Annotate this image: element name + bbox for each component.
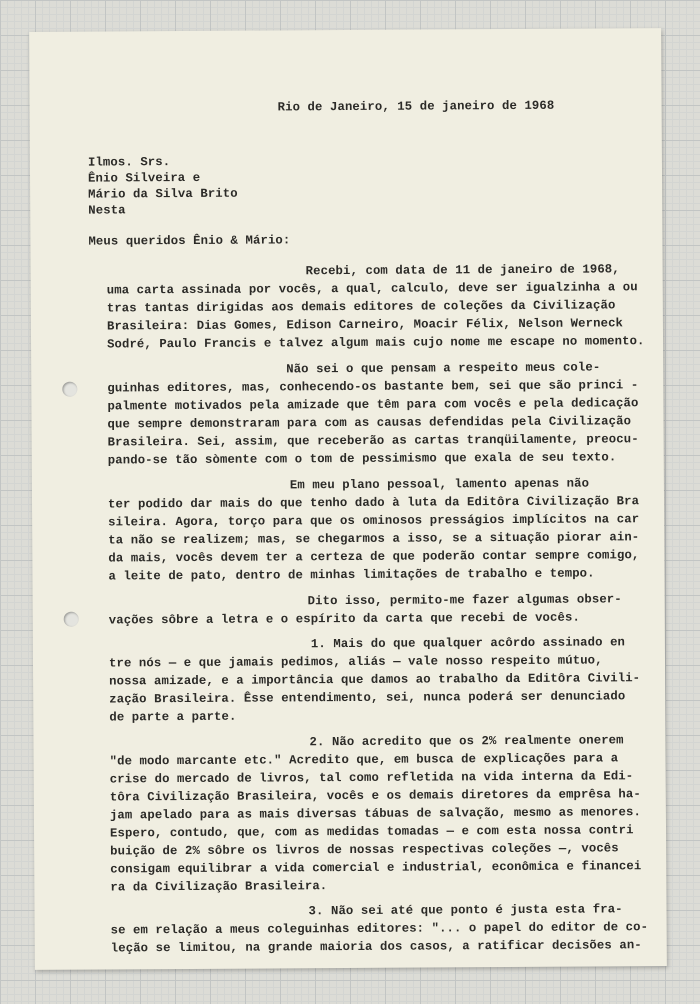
body-line: 1. Mais do que qualquer acôrdo assinado en — [310, 635, 626, 652]
body-line: 3. Não sei até que ponto é justa esta fra- — [308, 902, 623, 919]
address-line: Mário da Silva Brito — [88, 186, 238, 202]
body-line: tre nós — e que jamais pedimos, aliás — vale nosso respeito mútuo, — [108, 653, 603, 671]
body-line: nossa amizade, e a importância que damos ao trabalho da Editôra Civili- — [109, 671, 641, 689]
body-line: Em meu plano pessoal, lamento apenas não — [289, 476, 590, 493]
body-line: 2. Não acredito que os 2% realmente onerem — [309, 733, 624, 750]
body-line: Não sei o que pensam a respeito meus cole- — [286, 360, 601, 377]
body-line: consigam equilibrar a vida comercial e industrial, econômica e financei — [110, 859, 642, 877]
address-line: Nesta — [88, 203, 126, 218]
body-line: ta não se realizem; mas, se chegarmos a isso, se a situação piorar ain- — [108, 530, 640, 548]
body-line: "de modo marcante etc." Acredito que, em busca de explicações para a — [109, 751, 619, 769]
body-line: a leite de pato, dentro de minhas limitações de trabalho e tempo. — [108, 566, 595, 584]
binder-hole — [62, 382, 77, 397]
address-line: Ênio Silveira e — [87, 170, 201, 186]
body-line: vações sôbre a letra e o espírito da carta que recebi de vocês. — [108, 610, 580, 628]
body-line: uma carta assinada por vocês, a qual, calculo, deve ser igualzinha a ou — [106, 280, 638, 298]
body-line: Brasileira: Dias Gomes, Edison Carneiro, Moacir Félix, Nelson Werneck — [106, 316, 624, 334]
body-line: de parte a parte. — [109, 709, 237, 725]
body-line: da mais, vocês devem ter a certeza de que poderão contar sempre comigo, — [108, 548, 640, 566]
body-line: Espero, contudo, que, com as medidas tomadas — e com esta nossa contri — [109, 823, 634, 841]
body-line: ra da Civilização Brasileira. — [110, 879, 328, 895]
body-line: ter podido dar mais do que tenho dado à luta da Editôra Civilização Bra — [107, 494, 640, 512]
body-line: buição de 2% sôbre os livros de nossas respectivas coleções —, vocês — [110, 841, 619, 859]
body-line: guinhas editores, mas, conhecendo-os bastante bem, sei que são princi - — [107, 378, 639, 396]
body-line: sileira. Agora, torço para que os ominosos presságios implícitos na car — [108, 512, 640, 530]
body-line: jam apelado para as mais diversas tábuas de salvação, mesmo as menores. — [109, 805, 642, 823]
binder-hole — [64, 612, 79, 627]
body-line: pando-se tão sòmente com o tom de pessimismo que exala de seu texto. — [107, 450, 617, 468]
body-line: leção se limitou, na grande maioria dos casos, a ratificar decisões an- — [110, 938, 642, 956]
body-line: Recebi, com data de 11 de janeiro de 1968, — [305, 262, 620, 279]
address-line: Ilmos. Srs. — [87, 155, 171, 170]
body-line: crise do mercado de livros, tal como refletida na vida interna da Edi- — [109, 769, 634, 787]
body-line: que sempre demonstraram para com as causas defendidas pela Civilização — [107, 414, 632, 432]
letter-page — [29, 28, 667, 970]
body-line: Sodré, Paulo Francis e talvez algum mais cujo nome me escape no momento. — [107, 334, 645, 352]
body-line: Dito isso, permito-me fazer algumas obser- — [307, 592, 622, 609]
salutation: Meus queridos Ênio & Mário: — [88, 233, 291, 249]
dateline: Rio de Janeiro, 15 de janeiro de 1968 — [277, 98, 555, 115]
body-line: Brasileira. Sei, assim, que receberão as cartas tranqüilamente, preocu- — [107, 432, 639, 450]
body-line: tôra Civilização Brasileira, vocês e os demais diretores da emprêsa ha- — [109, 787, 641, 805]
body-line: se em relação a meus coleguinhas editores: "... o papel do editor de co- — [110, 920, 649, 938]
body-line: palmente motivados pela amizade que têm para com vocês e pela dedicação — [107, 396, 639, 414]
body-line: zação Brasileira. Êsse entendimento, sei, nunca poderá ser denunciado — [109, 689, 626, 707]
body-line: tras tantas dirigidas aos demais editores de coleções da Civilização — [106, 298, 616, 316]
